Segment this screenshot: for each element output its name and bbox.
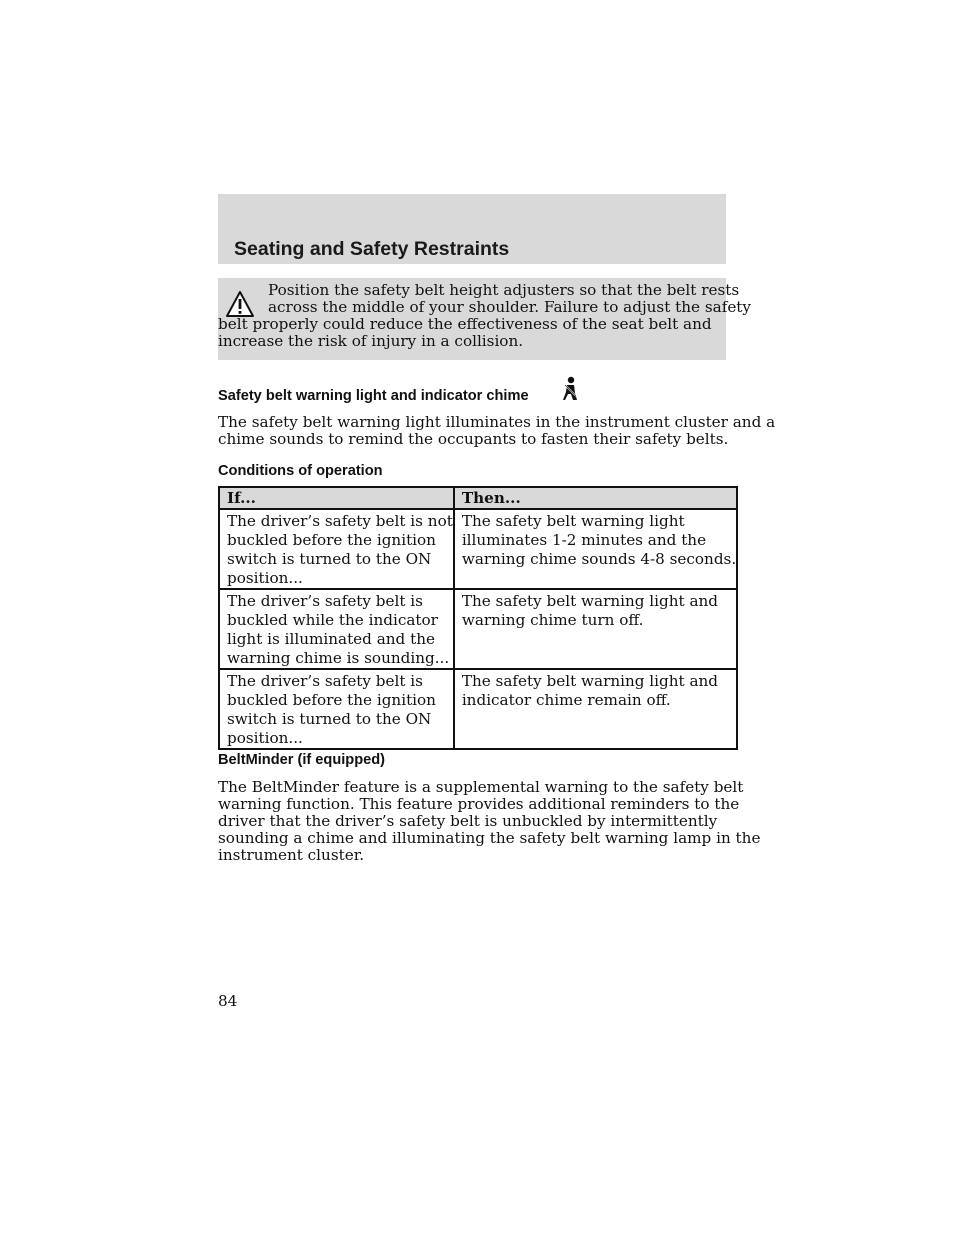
paragraph-line: instrument cluster. (218, 846, 365, 864)
table-cell-if: The driver’s safety belt is not buckled before the ignition switch is turned to the ON position... (219, 509, 454, 589)
table-cell-then: The safety belt warning light illuminates 1-2 minutes and the warning chime sounds 4-8 seconds. (454, 509, 737, 589)
warning-light-paragraph (218, 413, 776, 448)
header-band (218, 194, 726, 264)
table-row (219, 669, 737, 749)
section-heading-conditions: Conditions of operation (218, 463, 383, 479)
warning-box (218, 278, 751, 360)
section-heading-warning-light: Safety belt warning light and indicator chime (218, 388, 529, 404)
warning-line: Position the safety belt height adjusters so that the belt rests (268, 281, 740, 299)
table-cell-then: The safety belt warning light and warning chime turn off. (454, 589, 737, 669)
warning-line: increase the risk of injury in a collision. (218, 332, 524, 350)
table-header-row (219, 487, 737, 509)
paragraph-line: The safety belt warning light illuminates in the instrument cluster and a (218, 413, 776, 431)
page-number: 84 (218, 992, 238, 1010)
page-title: Seating and Safety Restraints (234, 238, 510, 260)
column-header-if: If... (219, 487, 454, 509)
table-cell-then: The safety belt warning light and indicator chime remain off. (454, 669, 737, 749)
paragraph-line: driver that the driver’s safety belt is unbuckled by intermittently (218, 812, 718, 830)
table-row (219, 589, 737, 669)
warning-line: across the middle of your shoulder. Failure to adjust the safety (268, 298, 751, 316)
paragraph-line: chime sounds to remind the occupants to fasten their safety belts. (218, 430, 729, 448)
paragraph-line: sounding a chime and illuminating the safety belt warning lamp in the (218, 829, 761, 847)
warning-text (218, 281, 751, 350)
column-header-then: Then... (454, 487, 737, 509)
paragraph-line: The BeltMinder feature is a supplemental warning to the safety belt (218, 778, 744, 796)
section-heading-beltminder: BeltMinder (if equipped) (218, 752, 386, 768)
seatbelt-warning-icon (561, 376, 579, 402)
paragraph-line: warning function. This feature provides additional reminders to the (218, 795, 740, 813)
warning-line: belt properly could reduce the effectiveness of the seat belt and (218, 315, 712, 333)
table-row (219, 509, 737, 589)
conditions-table (218, 486, 738, 750)
table-cell-if: The driver’s safety belt is buckled while the indicator light is illuminated and the warning chime is sounding... (219, 589, 454, 669)
table-cell-if: The driver’s safety belt is buckled before the ignition switch is turned to the ON position... (219, 669, 454, 749)
beltminder-paragraph (218, 778, 761, 864)
